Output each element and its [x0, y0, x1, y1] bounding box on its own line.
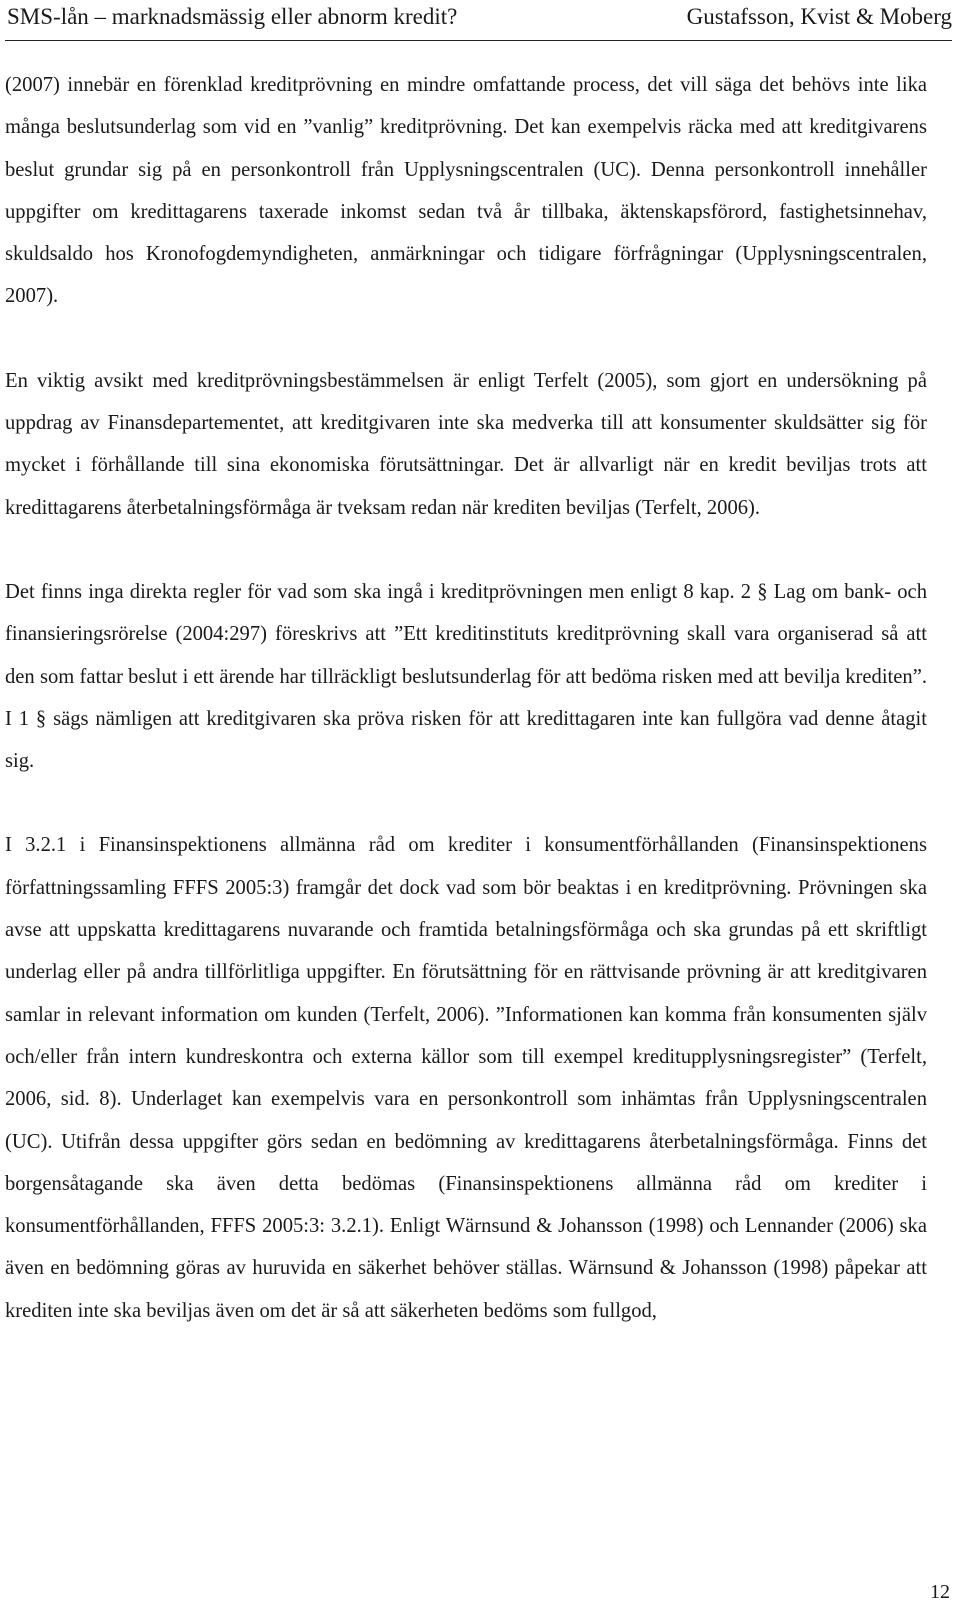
- page-body: [5, 64, 927, 1332]
- running-header: [5, 0, 952, 41]
- paragraph-3: Det finns inga direkta regler för vad som ska ingå i kreditprövningen men enligt 8 kap. 2 § Lag om bank- och finansieringsrörelse (2004:297) föreskrivs att ”Ett kreditinstituts kreditprövning skall vara organiserad så att den som fattar beslut i ett ärende har tillräckligt beslutsunderlag för att bedöma risken med att bevilja krediten”. I 1 § sägs nämligen att kreditgivaren ska pröva risken för att kredittagaren inte kan fullgöra vad denne åtagit sig.: [5, 580, 927, 773]
- page-number: 12: [930, 1581, 950, 1603]
- header-authors: Gustafsson, Kvist & Moberg: [686, 4, 952, 29]
- paragraph-4: I 3.2.1 i Finansinspektionens allmänna råd om krediter i konsumentförhållanden (Finansinspektionens författningssamling FFFS 2005:3) framgår det dock vad som bör beaktas i en kreditprövning. Prövningen ska avse att uppskatta kredittagarens nuvarande och framtida betalningsförmåga och ska grundas på ett skriftligt underlag eller på andra tillförlitliga uppgifter. En förutsättning för en rättvisande prövning är att kreditgivaren samlar in relevant information om kunden (Terfelt, 2006). ”Informationen kan komma från konsumenten själv och/eller från intern kundreskontra och externa källor som till exempel kreditupplysningsregister” (Terfelt, 2006, sid. 8). Underlaget kan exempelvis vara en personkontroll som inhämtas från Upplysningscentralen (UC). Utifrån dessa uppgifter görs sedan en bedömning av kredittagarens återbetalningsförmåga. Finns det borgensåtagande ska även detta bedömas (Finansinspektionens allmänna råd om krediter i konsumentförhållanden, FFFS 2005:3: 3.2.1). Enligt Wärnsund & Johansson (1998) och Lennander (2006) ska även en bedömning göras av huruvida en säkerhet behöver ställas. Wärnsund & Johansson (1998) påpekar att krediten inte ska beviljas även om det är så att säkerheten bedöms som fullgod,: [5, 834, 927, 1322]
- paragraph-1: (2007) innebär en förenklad kreditprövning en mindre omfattande process, det vill säga det behövs inte lika många beslutsunderlag som vid en ”vanlig” kreditprövning. Det kan exempelvis räcka med att kreditgivarens beslut grundar sig på en personkontroll från Upplysningscentralen (UC). Denna personkontroll innehåller uppgifter om kredittagarens taxerade inkomst sedan två år tillbaka, äktenskapsförord, fastighetsinnehav, skuldsaldo hos Kronofogdemyndigheten, anmärkningar och tidigare förfrågningar (Upplysningscentralen, 2007).: [5, 74, 927, 308]
- header-title: SMS-lån – marknadsmässig eller abnorm kredit?: [7, 4, 458, 29]
- paragraph-2: En viktig avsikt med kreditprövningsbestämmelsen är enligt Terfelt (2005), som gjort en undersökning på uppdrag av Finansdepartementet, att kreditgivaren inte ska medverka till att konsumenter skuldsätter sig för mycket i förhållande till sina ekonomiska förutsättningar. Det är allvarligt när en kredit beviljas trots att kredittagarens återbetalningsförmåga är tveksam redan när krediten beviljas (Terfelt, 2006).: [5, 369, 927, 519]
